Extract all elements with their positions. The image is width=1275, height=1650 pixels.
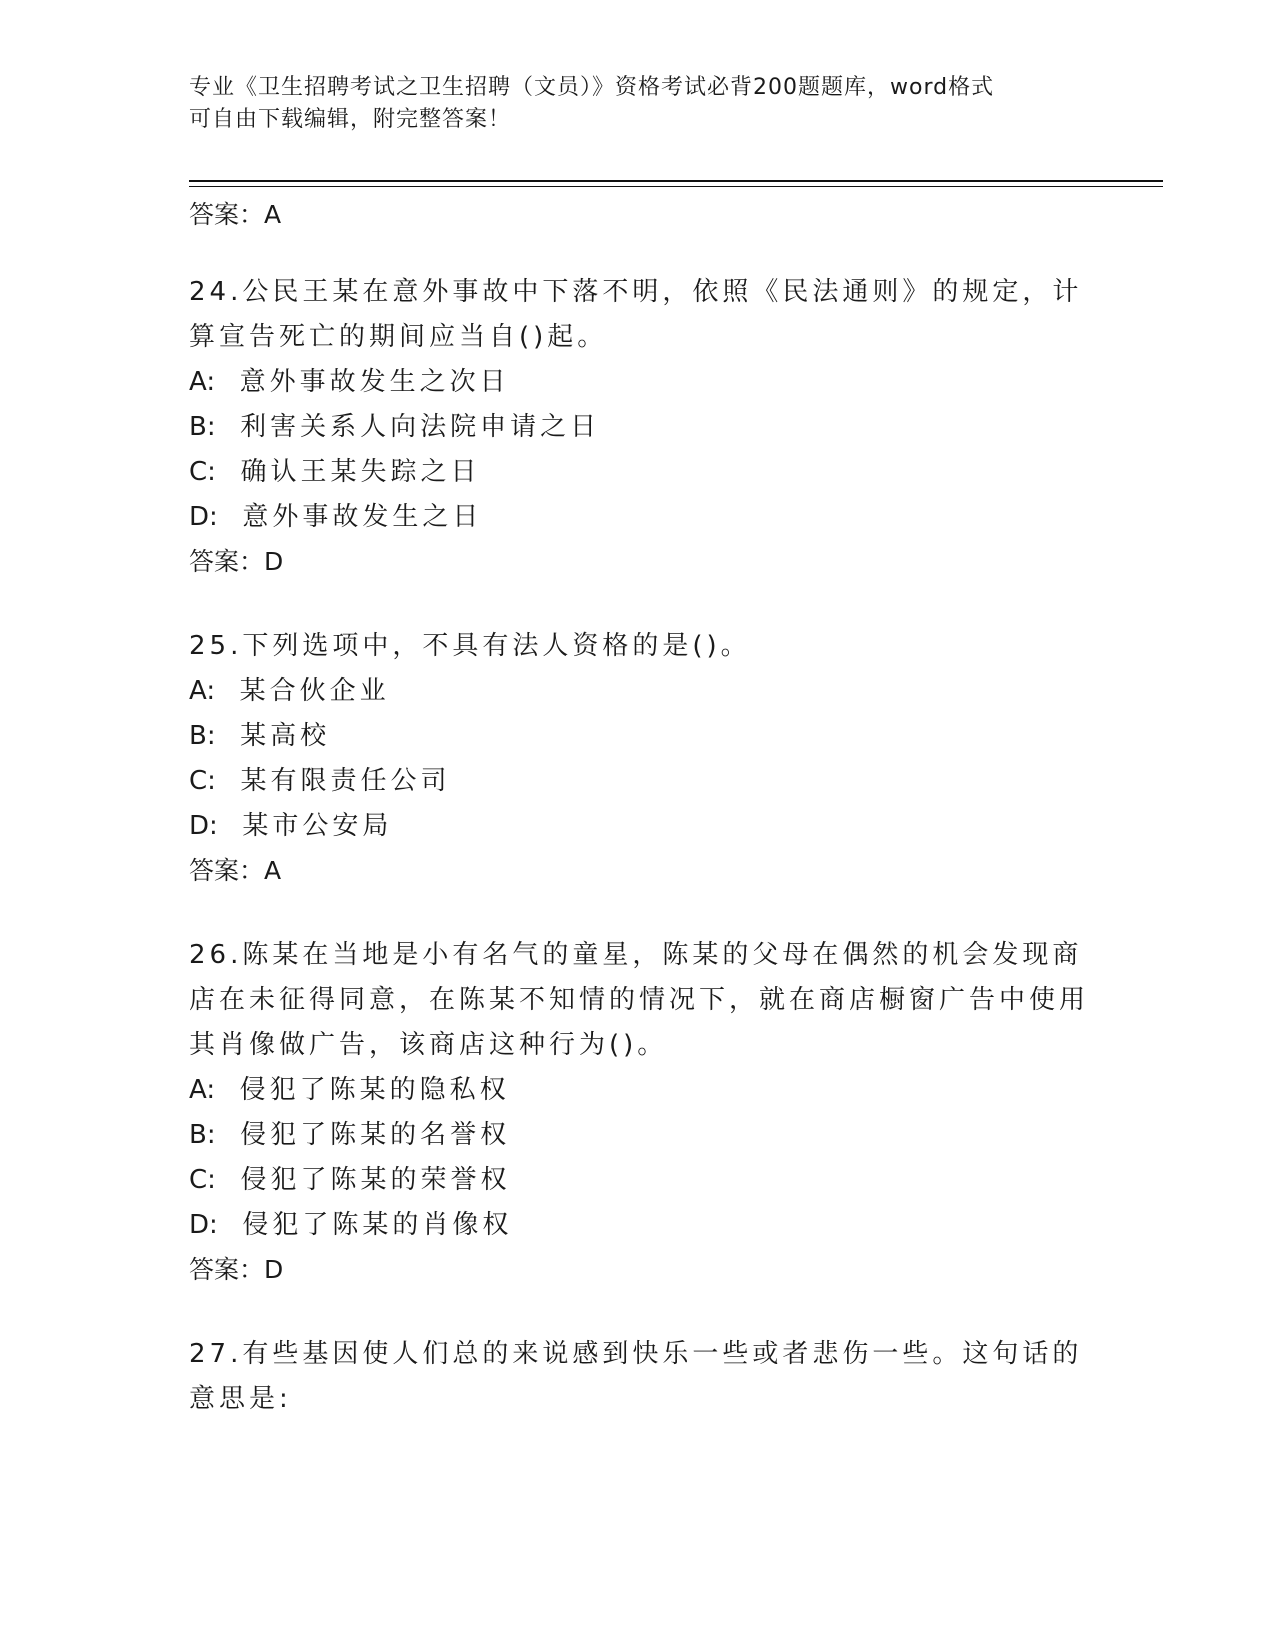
option-text: 某合伙企业 xyxy=(239,676,390,706)
option-b xyxy=(189,714,1089,759)
header-divider-thick xyxy=(189,180,1163,182)
question-text: 27.有些基因使人们总的来说感到快乐一些或者悲伤一些。这句话的意思是: xyxy=(189,1339,1083,1414)
option-a xyxy=(189,360,1089,405)
option-label: D: xyxy=(189,1210,218,1240)
option-c xyxy=(189,1158,1089,1203)
option-label: C: xyxy=(189,1165,216,1195)
option-label: B: xyxy=(189,412,216,442)
option-label: B: xyxy=(189,1120,216,1150)
question-text: 24.公民王某在意外事故中下落不明，依照《民法通则》的规定，计算宣告死亡的期间应当自()起。 xyxy=(189,277,1083,352)
option-a xyxy=(189,669,1089,714)
answer-line: 答案：A xyxy=(189,856,282,885)
option-text: 意外事故发生之日 xyxy=(242,502,483,532)
option-text: 利害关系人向法院申请之日 xyxy=(240,412,601,442)
header-line-1: 专业《卫生招聘考试之卫生招聘（文员）》资格考试必背200题题库，word格式 xyxy=(189,75,995,100)
answer-line: 答案：A xyxy=(189,200,282,229)
option-label: D: xyxy=(189,502,218,532)
header-line-2: 可自由下载编辑，附完整答案！ xyxy=(189,107,512,132)
option-label: C: xyxy=(189,766,216,796)
option-text: 某市公安局 xyxy=(242,811,393,841)
option-text: 侵犯了陈某的名誉权 xyxy=(240,1120,511,1150)
option-label: A: xyxy=(189,1075,216,1105)
option-d xyxy=(189,495,1089,540)
question-26 xyxy=(189,933,1089,1292)
option-text: 意外事故发生之次日 xyxy=(239,367,510,397)
option-c xyxy=(189,759,1089,804)
header-divider-thin xyxy=(189,186,1163,187)
option-b xyxy=(189,405,1089,450)
option-label: D: xyxy=(189,811,218,841)
option-d xyxy=(189,804,1089,849)
document-header xyxy=(189,72,1069,136)
option-a xyxy=(189,1068,1089,1113)
option-text: 侵犯了陈某的肖像权 xyxy=(242,1210,513,1240)
question-text: 25.下列选项中，不具有法人资格的是()。 xyxy=(189,631,751,661)
question-24 xyxy=(189,270,1089,584)
option-text: 确认王某失踪之日 xyxy=(240,457,481,487)
answer-line: 答案：D xyxy=(189,547,284,576)
question-25 xyxy=(189,624,1089,893)
option-text: 某有限责任公司 xyxy=(240,766,451,796)
option-text: 侵犯了陈某的荣誉权 xyxy=(240,1165,511,1195)
option-text: 某高校 xyxy=(240,721,331,751)
option-b xyxy=(189,1113,1089,1158)
option-label: A: xyxy=(189,367,216,397)
question-list xyxy=(189,188,1089,1422)
option-c xyxy=(189,450,1089,495)
option-text: 侵犯了陈某的隐私权 xyxy=(239,1075,510,1105)
question-text: 26.陈某在当地是小有名气的童星，陈某的父母在偶然的机会发现商店在未征得同意，在陈某不知情的情况下，就在商店橱窗广告中使用其肖像做广告，该商店这种行为()。 xyxy=(189,940,1090,1060)
answer-line: 答案：D xyxy=(189,1255,284,1284)
question-27 xyxy=(189,1332,1089,1422)
option-label: B: xyxy=(189,721,216,751)
option-label: C: xyxy=(189,457,216,487)
option-label: A: xyxy=(189,676,216,706)
option-d xyxy=(189,1203,1089,1248)
